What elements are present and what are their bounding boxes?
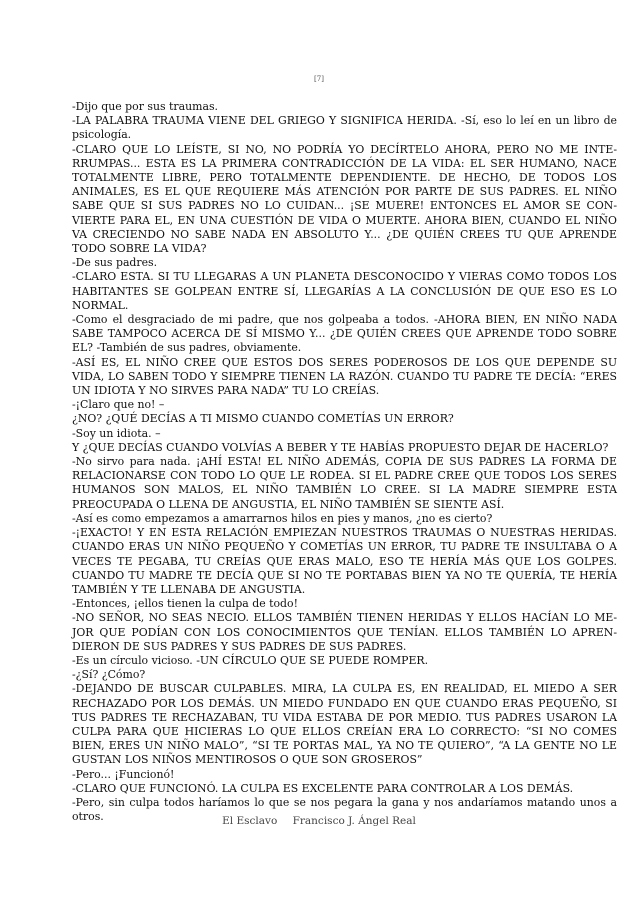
paragraph: -Entonces, ¡ellos tienen la culpa de todo! [72, 597, 298, 611]
paragraph: -Dijo que por sus traumas. [72, 100, 218, 113]
paragraph: -NO SEÑOR, NO SEAS NECIO. ELLOS TAMBIÉN TIENEN HERIDAS Y ELLOS HACÍAN LO MEJOR QUE PODÍAN CON LOS CONOCIMIENTOS QUE TENÍAN. ELLOS TAMBIÉN LO APRENDIERON DE SUS PADRES Y SUS PADRES DE SUS PADRES. [72, 611, 617, 653]
paragraph: -DEJANDO DE BUSCAR CULPABLES. MIRA, LA CULPA ES, EN REALIDAD, EL MIEDO A SER RECHAZADO POR LOS DEMÁS. UN MIEDO FUNDADO EN QUE CUANDO ERAS PEQUEÑO, SI TUS PADRES TE RECHAZABAN, TU VIDA ESTABA DE POR MEDIO. TUS PADRES USARON LA CULPA PARA QUE HICIERAS LO QUE ELLOS CREÍAN ERA LO CORRECTO: “SI NO COMES BIEN, ERES UN NIÑO MALO”, “SI TE PORTAS MAL, YA NO TE QUIERO”, “A LA GENTE NO LE GUSTAN LOS NIÑOS MENTIROSOS O QUE SON GROSEROS” [72, 682, 617, 767]
paragraph: -De sus padres. [72, 256, 158, 270]
paragraph: -Es un círculo vicioso. -UN CÍRCULO QUE SE PUEDE ROMPER. [72, 653, 429, 667]
paragraph: -Pero... ¡Funcionó! [72, 767, 175, 781]
paragraph: -¡Claro que no! – [72, 398, 165, 412]
paragraph: -Como el desgraciado de mi padre, que nos golpeaba a todos. -AHORA BIEN, EN NIÑO NADA SABE TAMPOCO ACERCA DE SÍ MISMO Y... ¿DE QUIÉN CREES QUE APRENDE TODO SOBRE EL? -También de sus padres, obviamente. [72, 313, 617, 355]
paragraph: -Soy un idiota. – [72, 426, 161, 440]
paragraph: Y ¿QUE DECÍAS CUANDO VOLVÍAS A BEBER Y TE HABÍAS PROPUESTO DEJAR DE HACERLO? [72, 440, 609, 454]
paragraph: -Pero, sin culpa todos haríamos lo que se nos pegara la gana y nos andaríamos matando unos a otros. [72, 795, 617, 824]
paragraph: -¡EXACTO! Y EN ESTA RELACIÓN EMPIEZAN NUESTROS TRAUMAS O NUESTRAS HERIDAS. CUANDO ERAS UN NIÑO PEQUEÑO Y COMETÍAS UN ERROR, TU PADRE TE INSULTABA O A VECES TE PEGABA, TU CREÍAS QUE ERAS MALO, ESO TE HERÍA MÁS QUE LOS GOLPES. CUANDO TU MADRE TE DECÍA QUE SI NO TE PORTABAS BIEN YA NO TE QUERÍA, TE HERÍA TAMBIÉN Y TE LLENABA DE ANGUSTIA. [72, 526, 617, 596]
paragraph: -LA PALABRA TRAUMA VIENE DEL GRIEGO Y SIGNIFICA HERIDA. -Sí, eso lo leí en un libro de psicología. [72, 114, 617, 142]
paragraph: -ASÍ ES, EL NIÑO CREE QUE ESTOS DOS SERES PODEROSOS DE LOS QUE DEPENDE SU VIDA, LO SABEN TODO Y SIEMPRE TIENEN LA RAZÓN. CUANDO TU PADRE TE DECÍA: “ERES UN IDIOTA Y NO SIRVES PARA NADA” TU LO CREÍAS. [72, 355, 617, 398]
page-number: [7] [314, 75, 324, 83]
paragraph: -CLARO QUE LO LEÍSTE, SI NO, NO PODRÍA YO DECÍRTELO AHORA, PERO NO ME INTERRUMPAS... ESTA ES LA PRIMERA CONTRADICCIÓN DE LA VIDA: EL SER HUMANO, NACE TOTALMENTE LIBRE, PERO TOTALMENTE DEPENDIENTE. DE HECHO, DE TODOS LOS ANIMALES, ES EL QUE REQUIERE MÁS ATENCIÓN POR PARTE DE SUS PADRES. EL NIÑO SABE QUE SI SUS PADRES NO LO CUIDAN... ¡SE MUERE! ENTONCES EL AMOR SE CONVIERTE PARA EL, EN UNA CUESTIÓN DE VIDA O MUERTE. AHORA BIEN, CUANDO EL NIÑO VA CRECIENDO NO SABE NADA EN ABSOLUTO Y... ¿DE QUIÉN CREES TU QUE APRENDE TODO SOBRE LA VIDA? [72, 142, 617, 256]
paragraph: -CLARO QUE FUNCIONÓ. LA CULPA ES EXCELENTE PARA CONTROLAR A LOS DEMÁS. [72, 781, 574, 795]
paragraph: -CLARO ESTA. SI TU LLEGARAS A UN PLANETA DESCONOCIDO Y VIERAS COMO TODOS LOS HABITANTES SE GOLPEAN ENTRE SÍ, LLEGARÍAS A LA CONCLUSIÓN DE QUE ESO ES LO NORMAL. [72, 270, 617, 312]
paragraph: ¿NO? ¿QUÉ DECÍAS A TI MISMO CUANDO COMETÍAS UN ERROR? [72, 412, 454, 426]
paragraph: -¿Sí? ¿Cómo? [72, 668, 146, 682]
paragraph: -No sirvo para nada. ¡AHÍ ESTA! EL NIÑO ADEMÁS, COPIA DE SUS PADRES LA FORMA DE RELACIONARSE CON TODO LO QUE LE RODEA. SI EL PADRE CREE QUE TODOS LOS SERES HUMANOS SON MALOS, EL NIÑO TAMBIÉN LO CREE. SI LA MADRE SIEMPRE ESTA PREOCUPADA O LLENA DE ANGUSTIA, EL NIÑO TAMBIÉN SE SIENTE ASÍ. [72, 455, 617, 511]
footer-book-title: El Esclavo [222, 815, 278, 827]
footer-author: Francisco J. Ángel Real [292, 815, 416, 827]
paragraph: -Así es como empezamos a amarrarnos hilos en pies y manos, ¿no es cierto? [72, 511, 493, 525]
body-text [72, 100, 617, 824]
page-footer [0, 815, 638, 827]
